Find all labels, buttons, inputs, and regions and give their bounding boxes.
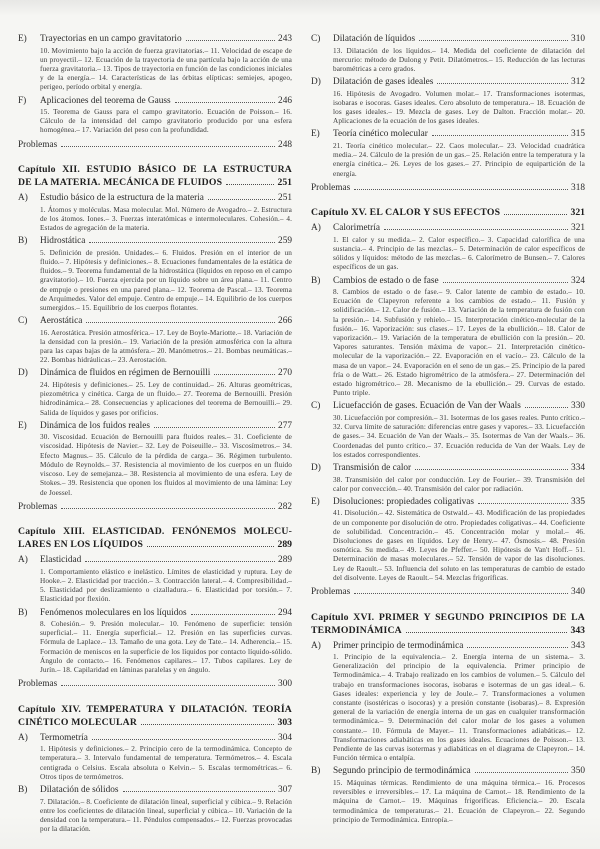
- page-number: 294: [278, 607, 292, 618]
- chapter-last-line: [311, 624, 585, 637]
- toc-section-entry: [311, 276, 585, 399]
- toc-section-entry: [18, 236, 292, 313]
- page-number: 324: [571, 275, 585, 286]
- dot-leader: [478, 503, 568, 504]
- section-title: Dilatación de sólidos: [40, 785, 119, 796]
- section-heading-row: [311, 766, 585, 778]
- dot-leader: [406, 632, 568, 633]
- problems-entry: [18, 502, 292, 514]
- section-heading-row: [18, 236, 292, 248]
- section-letter: D): [18, 368, 28, 379]
- dot-leader: [86, 322, 275, 323]
- chapter-title-line: LARES EN LOS LÍQUIDOS: [18, 539, 144, 551]
- chapter-last-line: [18, 716, 292, 729]
- section-title: Dinámica de los fuidos reales: [40, 420, 150, 431]
- toc-section-entry: [18, 421, 292, 498]
- page-number: 282: [278, 501, 292, 512]
- section-heading-row: [311, 401, 585, 413]
- section-letter: E): [311, 496, 320, 507]
- section-title: Elasticidad: [40, 555, 82, 566]
- toc-section-entry: [311, 641, 585, 764]
- section-details: 1. El calor y su medida.– 2. Calor específico.– 3. Capacidad calorífica de una sustancia.– 4. Principio de las mezclas.– 5. Determinación de calor específicos de sólidos y líquidos: método de las mezclas.– 6. Calorímetro de Bunsen.– 7. Calores específicos de un gas.: [333, 235, 585, 272]
- section-title: Aplicaciones del teorema de Gauss: [40, 95, 171, 106]
- page-number: 300: [278, 679, 292, 690]
- toc-section-entry: [311, 401, 585, 460]
- section-details: 5. Definición de presión. Unidades.– 6. Fluidos. Presión en el interior de un fluido.– 7. Hipótesis y definiciones.– 8. Ecuaciones fundamentales de la estática de fluidos.– 9. Teorema fundamental de la hidrostática (líquidos en reposo en el campo gravitatorio).– 10. Fuerza ejercida por un líquido sobre un área plana.– 11. Centro de empuje o presiones en una pared plana.– 12. Teorema de Pascal.– 13. Teorema de Arquímedes. Valor del empuje. Centro de empuje.– 14. Equilibrio de los cuerpos sumergidos.– 15. Equilibrio de los cuerpos flotantes.: [40, 248, 292, 312]
- section-letter: C): [311, 401, 321, 412]
- toc-columns: [18, 34, 586, 834]
- page-number: 266: [278, 316, 292, 327]
- toc-section-entry: [18, 368, 292, 417]
- page-number: 243: [278, 34, 292, 44]
- section-title: Dinámica de fluidos en régimen de Bernouilli: [40, 368, 211, 379]
- chapter-title-line: Capítulo XIII. ELASTICIDAD. FENÓNEMOS MOLECU-: [18, 526, 292, 538]
- section-letter: B): [18, 785, 28, 796]
- dot-leader: [175, 102, 275, 103]
- chapter-last-line: [311, 206, 585, 219]
- toc-section-entry: [311, 463, 585, 494]
- page-number: 321: [570, 207, 585, 219]
- section-letter: D): [311, 463, 321, 473]
- section-title: Estudio básico de la estructura de la materia: [40, 193, 204, 204]
- section-letter: D): [311, 77, 321, 88]
- toc-column-right: [311, 34, 585, 829]
- page-number: 289: [278, 555, 292, 566]
- section-details: 16. Hipótesis de Avogadro. Volumen molar.– 17. Transformaciones isotermas, isobaras e isocoras. Gases ideales. Cero absoluto de temperatura.– 18. Ecuación de los gases ideales.– 19. Mezcla de gases. Ley de Dalton. Fracción molar.– 20. Aplicaciones de la ecuación de los gases ideales.: [333, 89, 585, 126]
- section-details: 7. Dilatación.– 8. Coeficiente de dilatación lineal, superficial y cúbica.– 9. Relación entre los coeficientes de dilatación lineal, superficial y cúbica.– 10. Variación de la densidad con la temperatura.– 11. Péndulos compensados.– 12. Fuerzas provocadas por la dilatación.: [40, 797, 292, 834]
- page-number: 304: [278, 732, 292, 743]
- dot-leader: [504, 214, 567, 215]
- page-number: 259: [278, 236, 292, 247]
- toc-section-entry: [311, 497, 585, 583]
- page-number: 251: [278, 193, 292, 204]
- section-title: Segundo principio de termodinámica: [333, 766, 471, 777]
- chapter-title-line: Capítulo XV. EL CALOR Y SUS EFECTOS: [311, 207, 501, 219]
- section-heading-row: [18, 555, 292, 567]
- section-title: Transmisión de calor: [333, 463, 412, 473]
- chapter-last-line: [18, 176, 292, 189]
- toc-section-entry: [18, 34, 292, 93]
- section-heading-row: [311, 276, 585, 288]
- toc-section-entry: [311, 766, 585, 825]
- section-title: Primer principio de termodinámica: [333, 640, 464, 651]
- section-letter: E): [311, 129, 320, 140]
- problems-entry: [18, 679, 292, 691]
- dot-leader: [186, 40, 275, 41]
- section-details: 41. Disolución.– 42. Sistemática de Ostwald.– 43. Modificación de las propiedades de un componente por disolución de otro. Propiedades coligativas.– 44. Coeficiente de solubilidad. Concentración.– 45. Concentración molar y molal.– 46. Disoluciones de gases en líquidos. Ley de Henry.– 47. Ósmosis.– 48. Presión osmótica. Su medida.– 49. Leyes de Pfeffer.– 50. Hipótesis de Van't Hoff.– 51. Determinación de masas moleculares.– 52. Tensión de vapor de las disoluciones. Ley de Raoult.– 53. Influencia del soluto en las temperaturas de cambio de estado del disolvente. Leyes de Raoult.– 54. Mezclas frigoríficas.: [333, 509, 585, 582]
- page-number: 334: [571, 463, 585, 473]
- section-letter: A): [18, 193, 28, 204]
- section-title: Dilatación de gases ideales: [333, 77, 434, 88]
- section-letter: B): [311, 275, 321, 286]
- section-letter: B): [311, 766, 321, 777]
- page-number: 251: [277, 177, 292, 189]
- section-heading-row: [311, 463, 585, 475]
- section-title: Termometría: [40, 732, 88, 743]
- section-letter: F): [18, 95, 27, 106]
- toc-section-entry: [311, 34, 585, 74]
- dot-leader: [61, 508, 275, 509]
- section-title: Fenómenos moleculares en los líquidos: [40, 607, 187, 618]
- dot-leader: [89, 242, 275, 243]
- chapter-heading: [311, 611, 585, 637]
- page-number: 246: [278, 95, 292, 106]
- section-details: 15. Teorema de Gauss para el campo gravitatorio. Ecuación de Poisson.– 16. Cálculo de la intensidad del campo gravitatorio producido por una esfera homogénea.– 17. Variación del peso con la profundidad.: [40, 108, 292, 135]
- toc-section-entry: [18, 193, 292, 233]
- section-heading-row: [311, 641, 585, 653]
- section-title: Dilatación de líquidos: [333, 34, 416, 44]
- chapter-heading: [18, 525, 292, 551]
- section-letter: B): [18, 236, 28, 247]
- section-letter: A): [311, 640, 321, 651]
- section-title: Hidrostática: [40, 236, 86, 247]
- section-heading-row: [311, 129, 585, 141]
- chapter-title-line: DE LA MATERIA. MECÁNICA DE FLUIDOS: [18, 177, 223, 189]
- chapter-title-line: TERMODINÁMICA: [311, 624, 402, 636]
- section-title: Trayectorias en un campo gravitatorio: [40, 34, 182, 44]
- section-letter: C): [311, 34, 321, 44]
- section-letter: C): [18, 316, 28, 327]
- section-details: 38. Transmisión del calor por conducción. Ley de Fourier.– 39. Transmisión del calor por convección.– 40. Transmisión del calor por radiación.: [333, 475, 585, 493]
- chapter-heading: [311, 206, 585, 219]
- dot-leader: [92, 739, 275, 740]
- toc-section-entry: [18, 316, 292, 365]
- section-details: 15. Máquinas térmicas. Rendimiento de una máquina térmica.– 16. Procesos reversibles e irreversibles.– 17. La máquina de Carnot.– 18. Rendimiento de la máquina de Carnot.– 19. Máquinas frigoríficas. Eficiencia.– 20. Escala termodinámica de temperaturas.– 21. Ecuación de Clapeyron.– 22. Segundo principio de Termodinámica. Entropía.–: [333, 778, 585, 824]
- page-number: 310: [571, 34, 585, 44]
- problems-entry: [311, 183, 585, 195]
- section-details: 8. Cohesión.– 9. Presión molecular.– 10. Fenómeno de superficie: tensión superficial.– 11. Energía superficial.– 12. Presión en las superficies curvas. Fórmula de Laplace.– 13. Tamaño de una gota. Ley de Tate.– 14. Adherencia.– 15. Formación de meniscos en la superficie de los líquidos por contacto líquido-sólido. Ángulo de contacto.– 16. Fenómenos capilares.– 17. Tubos capilares. Ley de Jurín.– 18. Capilaridad en láminas paralelas y en ángulo.: [40, 620, 292, 675]
- dot-leader: [415, 469, 568, 470]
- section-details: 1. Hipótesis y definiciones.– 2. Principio cero de la termodinámica. Concepto de temperatura.– 3. Intervalo fundamental de temperatura. Termómetros.– 4. Escala centigrada o Celsius. Escala absoluta o Kelvin.– 5. Escalas termométricas.– 6. Otros tipos de termómetros.: [40, 745, 292, 781]
- section-heading-row: [18, 785, 292, 797]
- section-details: 1. Principio de la equivalencia.– 2. Energía interna de un sistema.– 3. Generalización del principio de la equivalencia. Primer principio de Termodinámica.– 4. Trabajo realizado en los cambios de volumen.– 5. Cálculo del trabajo en transformaciones isocoras, isobaras e isotermas de un gas ideal.– 6. Gases ideales: experiencia y ley de Joule.– 7. Transformaciones a volumen constante (isostéricas o isocoras) y a presión constante (isobaras).– 8. Expresión general de la variación de energía interna de un gas en cualquier transformación termodinámica.– 9. Determinación del calor molar de los gases a volumen constante.– 10. Fórmula de Mayer.– 11. Transformaciones adiabáticas.– 12. Transformaciones adiabáticas en los gases ideales. Ecuaciones de Poisson.– 13. Pendiente de las curvas isotermas y adiabáticas en el diagrama de Clapeyron.– 14. Función térmica o entalpía.: [333, 653, 585, 763]
- section-heading-row: [18, 193, 292, 205]
- dot-leader: [154, 427, 275, 428]
- toc-section-entry: [311, 129, 585, 178]
- problems-label: Problemas: [18, 501, 58, 512]
- problems-entry: [18, 140, 292, 152]
- dot-leader: [354, 593, 568, 594]
- page-number: 312: [571, 77, 585, 88]
- dot-leader: [475, 772, 568, 773]
- dot-leader: [191, 614, 275, 615]
- dot-leader: [141, 724, 274, 725]
- dot-leader: [208, 199, 275, 200]
- section-heading-row: [311, 223, 585, 235]
- section-details: 13. Dilatación de los líquidos.– 14. Medida del coeficiente de dilatación del mercurio: método de Dulong y Petit. Dilatómetros.– 15. Reducción de las lecturas barométricas a cero grados.: [333, 46, 585, 73]
- page-number: 321: [571, 223, 585, 234]
- problems-label: Problemas: [311, 182, 351, 193]
- dot-leader: [61, 146, 275, 147]
- section-title: Calorimetría: [333, 223, 380, 234]
- toc-section-entry: [18, 555, 292, 604]
- section-heading-row: [18, 96, 292, 108]
- section-letter: A): [18, 555, 28, 566]
- section-heading-row: [311, 77, 585, 89]
- section-details: 10. Movimiento bajo la acción de fuerza gravitatorias.– 11. Velocidad de escape de un proyectil.– 12. Ecuación de la trayectoria de una partícula bajo la acción de una fuerza gravitatoria.– 13. Tipos de trayectoria en función de las condiciones iniciales y de la energía.– 14. Características de las órbitas elípticas: semiejes, apogeo, perigeo, período orbital y energía.: [40, 46, 292, 92]
- page-number: 350: [571, 766, 585, 777]
- section-details: 21. Teoría cinético molecular.– 22. Caos molecular.– 23. Velocidad cuadrática media.– 24. Cálculo de la presión de un gas.– 25. Relación entre la temperatura y la energía cinética.– 26. Leyes de los gases.– 27. Principio de equipartición de la energía.: [333, 141, 585, 178]
- problems-entry: [311, 587, 585, 599]
- page-number: 330: [571, 401, 585, 412]
- dot-leader: [384, 229, 568, 230]
- chapter-title-line: Capítulo XII. ESTUDIO BÁSICO DE LA ESTRUCTURA: [18, 164, 292, 176]
- page-number: 315: [571, 129, 585, 140]
- section-title: Licuefacción de gases. Ecuación de Van der Waals: [333, 401, 521, 412]
- section-heading-row: [18, 421, 292, 433]
- section-details: 16. Aerostática. Presión atmosférica.– 17. Ley de Boyle-Mariotte.– 18. Variación de la densidad con la presión.– 19. Variación de la presión atmosférica con la altura para las capas bajas de la atmósfera.– 20. Manómetros.– 21. Bombas neumáticas.– 22. Bombas hidráulicas.– 23. Aerostación.: [40, 328, 292, 365]
- section-heading-row: [18, 34, 292, 46]
- section-details: 30. Viscosidad. Ecuación de Bernouilli para fluidos reales.– 31. Coeficiente de viscosidad. Hipótesis de Navier.– 32. Ley de Poiseuille.– 33. Viscosímetros.– 34. Efecto Magnus.– 35. Cálculo de la pérdida de carga.– 36. Régimen turbulento. Módulo de Reynolds.– 37. Resistencia al movimiento de los cuerpos en un fluido viscoso. Ley de semejanza.– 38. Resistencia al movimiento de una esfera. Ley de Stokes.– 39. Resistencia que oponen los fluidos al movimiento de una lámina: Ley de Joessel.: [40, 433, 292, 497]
- section-title: Disoluciones: propiedades coligativas: [333, 496, 474, 507]
- section-details: 30. Licuefacción por compresión.– 31. Isotermas de los gases reales. Punto crítico.– 32. Curva límite de saturación: diferencias entre gases y vapores.– 33. Licuefacción de gases.– 34. Ecuación de Van der Waals.– 35. Isotermas de Van der Waals.– 36. Coordenadas del punto crítico.– 37. Ecuación reducida de Van der Waals. Ley de los estados correspondientes.: [333, 413, 586, 459]
- toc-section-entry: [18, 608, 292, 676]
- dot-leader: [123, 791, 276, 792]
- section-heading-row: [311, 34, 585, 46]
- dot-leader: [443, 282, 568, 283]
- section-details: 24. Hipótesis y definiciones.– 25. Ley de continuidad.– 26. Alturas geométricas, piezométrica y cinética. Carga de un fluido.– 27. Teorema de Bernouilli. Presión hidrodinámica.– 28. Consecuencias y aplicaciones del teorema de Bernouilli.– 29. Salida de líquidos y gases por orificios.: [40, 380, 292, 417]
- page-number: 343: [570, 624, 585, 636]
- toc-section-entry: [18, 785, 292, 834]
- chapter-heading: [18, 703, 292, 729]
- section-heading-row: [18, 316, 292, 328]
- dot-leader: [437, 83, 568, 84]
- section-title: Teoría cinético molecular: [333, 129, 428, 140]
- section-letter: A): [311, 223, 321, 234]
- toc-section-entry: [18, 733, 292, 782]
- dot-leader: [226, 184, 274, 185]
- chapter-title-line: Capítulo XIV. TEMPERATURA Y DILATACIÓN. TEORÍA: [18, 703, 292, 715]
- section-title: Aerostática: [40, 316, 83, 327]
- section-details: 1. Átomos y moléculas. Masa molecular. Mol. Número de Avogadro.– 2. Estructura de los átomos. Iones.– 3. Fuerzas interatómicas e intermoleculares. Cohesión.– 4. Estados de agregación de la materia.: [40, 205, 292, 233]
- section-letter: B): [18, 607, 28, 618]
- page-number: 248: [278, 139, 292, 150]
- section-letter: E): [18, 34, 27, 44]
- page-number: 289: [277, 539, 292, 551]
- section-letter: A): [18, 732, 28, 743]
- chapter-title-line: CINÉTICO MOLECULAR: [18, 716, 138, 728]
- section-heading-row: [311, 497, 585, 509]
- problems-label: Problemas: [18, 679, 58, 690]
- dot-leader: [214, 374, 275, 375]
- page-number: 343: [571, 640, 585, 651]
- problems-label: Problemas: [18, 139, 58, 150]
- chapter-last-line: [18, 538, 292, 551]
- toc-section-entry: [18, 96, 292, 136]
- page-number: 340: [571, 587, 585, 598]
- page-number: 335: [571, 496, 585, 507]
- section-heading-row: [18, 368, 292, 380]
- page-number: 318: [571, 182, 585, 193]
- section-heading-row: [18, 608, 292, 620]
- section-letter: E): [18, 420, 27, 431]
- chapter-title-line: Capítulo XVI. PRIMER Y SEGUNDO PRINCIPIOS DE LA: [311, 611, 585, 623]
- toc-section-entry: [311, 223, 585, 272]
- toc-section-entry: [311, 77, 585, 126]
- dot-leader: [61, 685, 275, 686]
- dot-leader: [419, 40, 568, 41]
- dot-leader: [85, 561, 275, 562]
- section-details: 8. Cambios de estado o de fase.– 9. Calor latente de cambio de estado.– 10. Ecuación de Clapeyron referente a los cambios de estado.– 11. Fusión y solidificación.– 12. Calor de fusión.– 13. Variación de la temperatura de fusión con la presión.– 14. Subfusión y rehielo.– 15. Interpretación cinético-molecular de la fusión.– 16. Vaporización: sus clases.– 17. Leyes de la ebullición.– 18. Calor de vaporización.– 19. Variación de la temperatura de ebullición con la presión.– 20. Vapores saturantes. Tensión máxima de vapor.– 21. Interpretación cinético-molecular de la vaporización.– 22. Evaporación en el vacío.– 23. Cálculo de la masa de un vapor.– 24. Evaporación en el seno de un gas.– 25. Principio de la pared fría o de Watt.– 26. Estado higrométrico de la atmósfera.– 27. Determinación del estado higrométrico.– 28. Mecanismo de la ebullición.– 29. Curvas de estado. Punto triple.: [333, 288, 585, 398]
- dot-leader: [467, 647, 568, 648]
- page-number: 303: [277, 716, 292, 728]
- toc-column-left: [18, 34, 292, 834]
- section-heading-row: [18, 733, 292, 745]
- page-number: 277: [278, 420, 292, 431]
- dot-leader: [525, 407, 568, 408]
- problems-label: Problemas: [311, 587, 351, 598]
- dot-leader: [432, 135, 568, 136]
- section-title: Cambios de estado o de fase: [333, 275, 439, 286]
- chapter-heading: [18, 163, 292, 189]
- section-details: 1. Comportamiento elástico e inelástico. Límites de elasticidad y ruptura. Ley de Hooke.– 2. Elasticidad por tracción.– 3. Contracción lateral.– 4. Compresibilidad.– 5. Elasticidad por deslizamiento o cizalladura.– 6. Elasticidad por torsión.– 7. Elasticidad por flexión.: [40, 567, 292, 604]
- dot-leader: [147, 546, 274, 547]
- page-number: 270: [278, 368, 292, 379]
- dot-leader: [354, 189, 568, 190]
- page-number: 307: [278, 785, 292, 796]
